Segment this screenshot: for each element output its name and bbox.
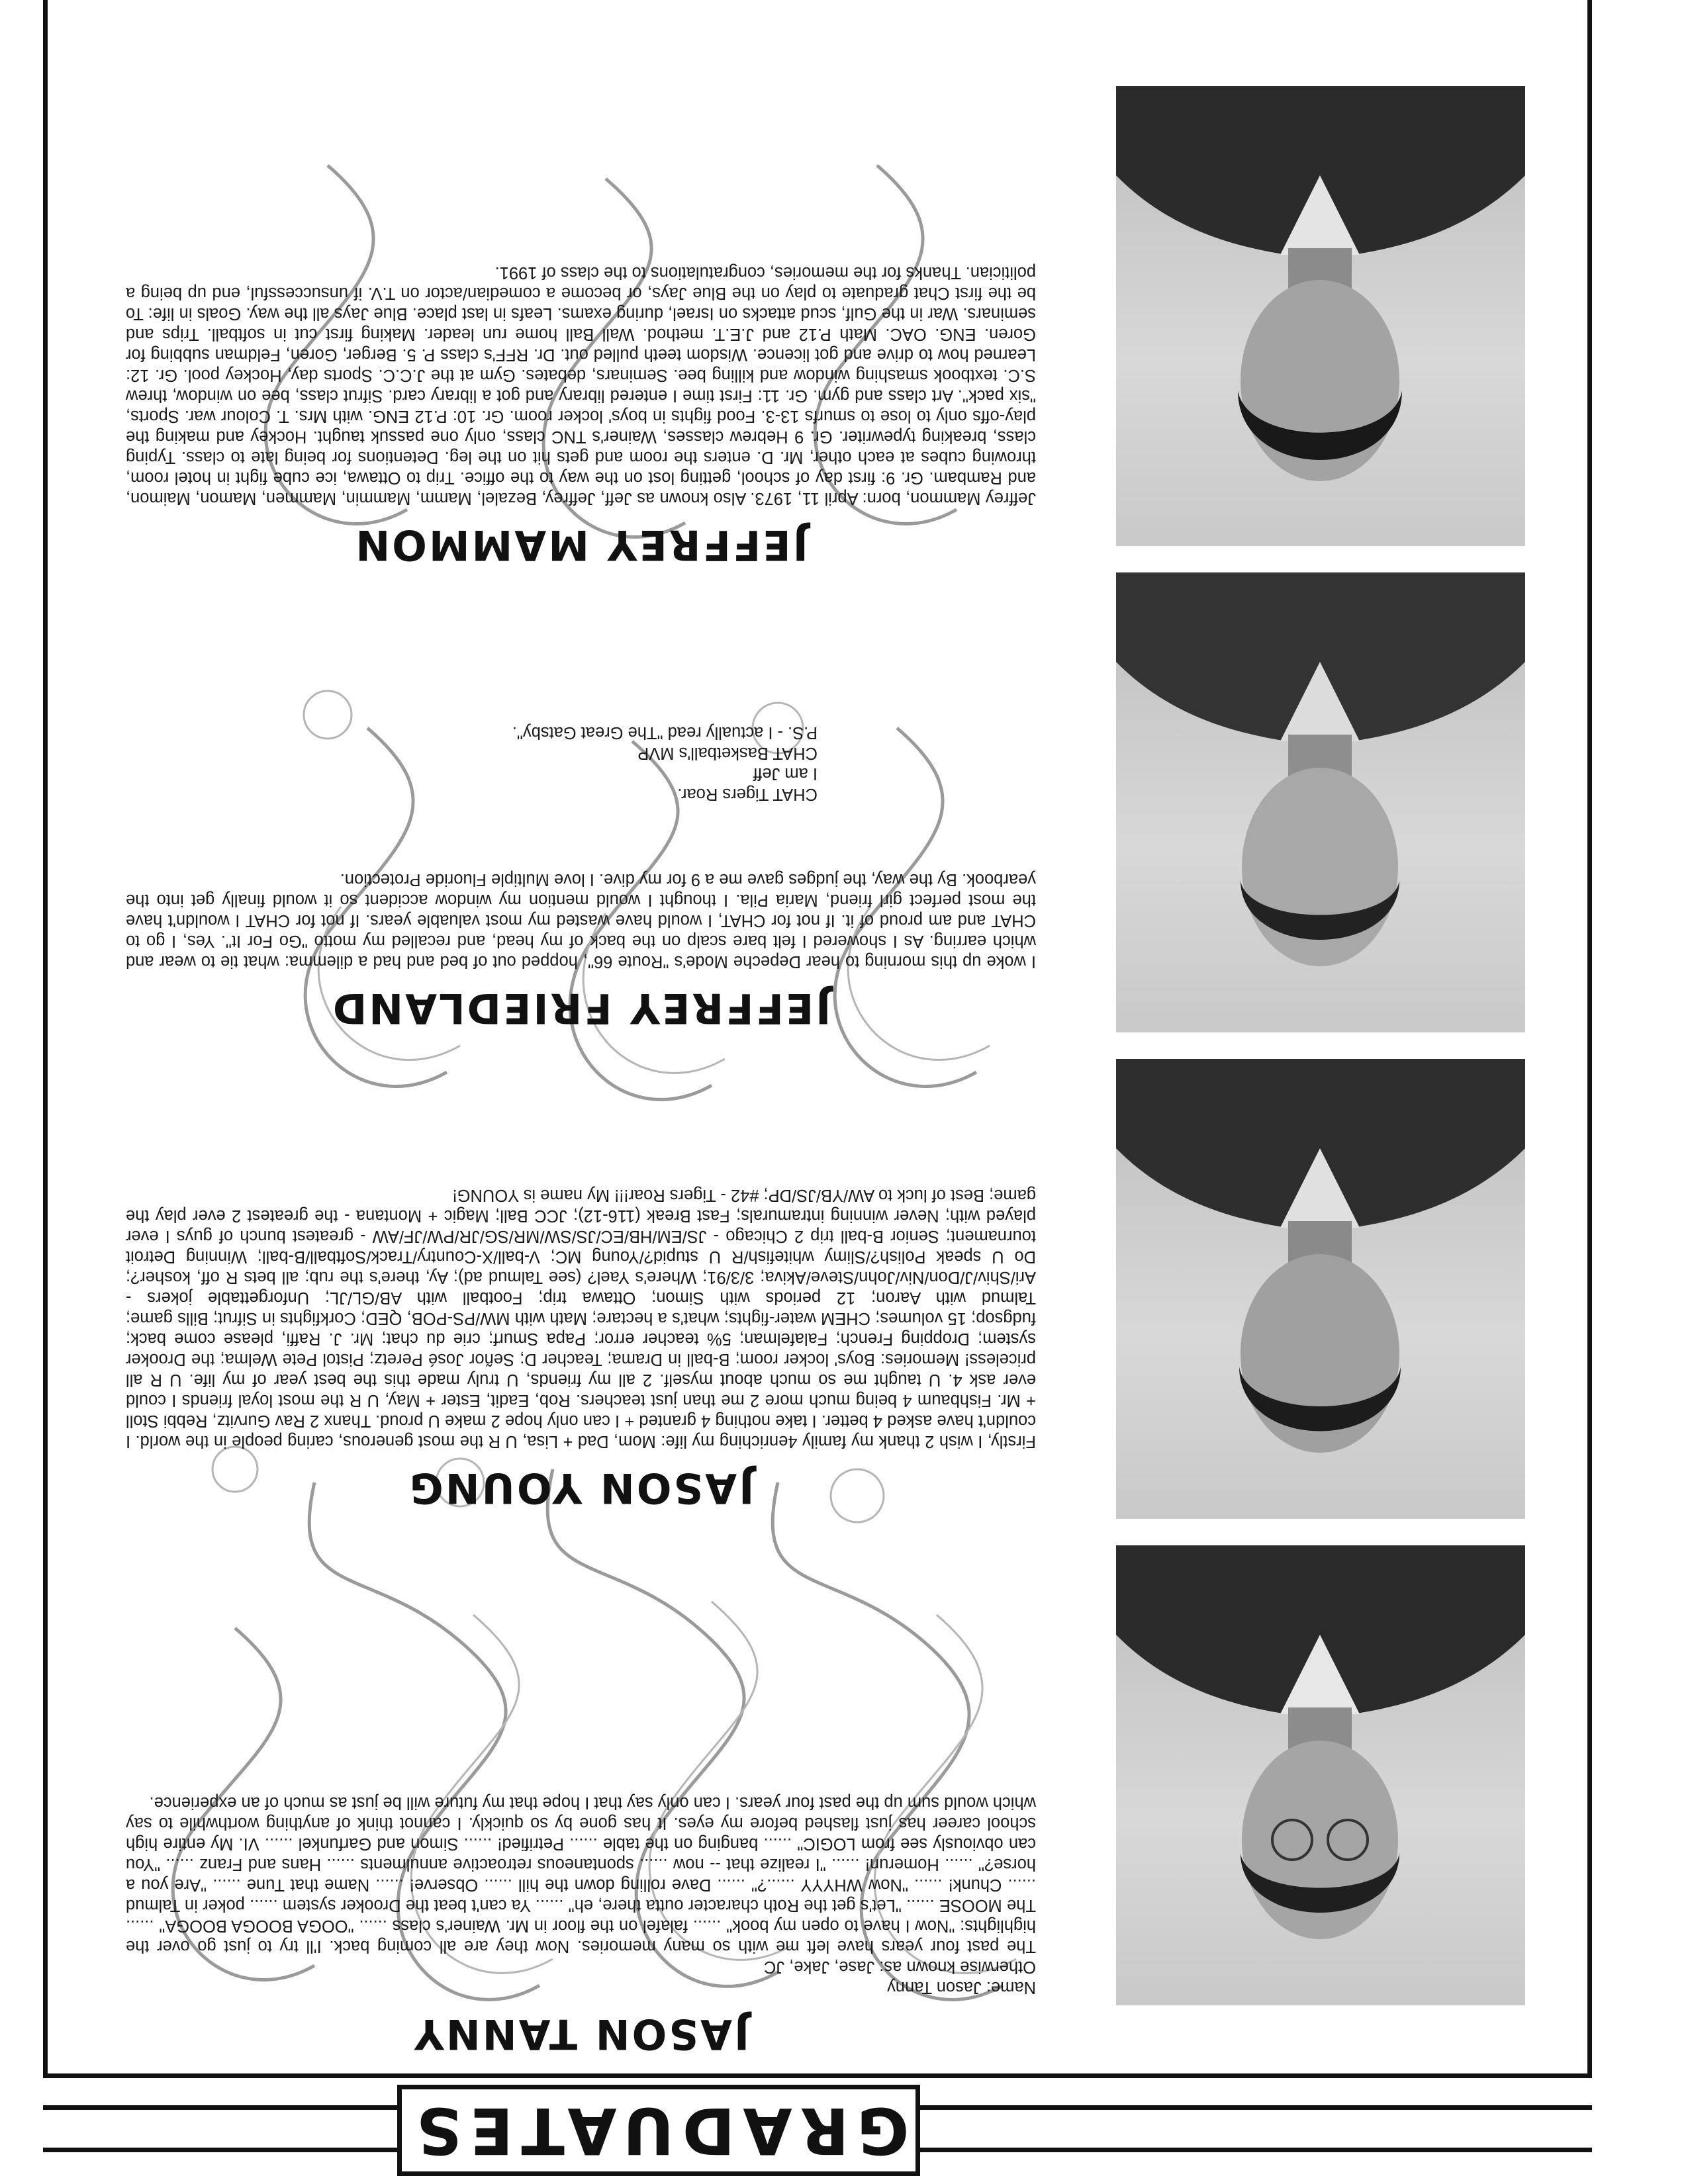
signature-line: P.S. - I actually read "The Great Gatsby". bbox=[512, 723, 818, 742]
graduate-bio: I woke up this morning to hear Depeche Mode's "Route 66", hopped out of bed and had a dilemma: what tie to wear and which earring. As I showered I felt bare scalp on the back of my head, and recalled my motto "Go For It". Yes, I go to CHAT and am proud of it. If not for CHAT, I would have wasted my most valuable years. If not for CHAT I wouldn't have the most perfect girl friend, Maria Pila. I thought I would mention my window accident so it would finally get into the yearbook. By the way, the judges gave me a 9 for my dive. I love Multiple Fluoride Protection. bbox=[126, 870, 1036, 971]
portrait-photo-icon bbox=[1116, 1545, 1525, 2005]
graduate-name: JEFFREY MAMMON bbox=[353, 521, 808, 569]
graduate-name: JEFFREY FRIEDLAND bbox=[330, 984, 831, 1032]
portrait-photo-icon bbox=[1116, 1059, 1525, 1519]
graduate-bio: Jeffrey Mammon, born: April 11, 1973. Also known as Jeff, Jeffrey, Bezalel, Mamm, Mammin, Mammen, Mamon, Maimon, and Rambam. Gr. 9: first day of school, getting lost on the way to the office. Trip to Ottawa, ice cube fight in hotel room, throwing cubes at each other, Mr. D. enters the room and gets hit on the leg. Detentions for being late to class. Typing class, breaking typewriter. Gr. 9 Hebrew classes, Wainer's TNC class, only one passuk taught. Hockey and making the play-offs only to lose to smurfs 13-3. Food fights in boys' locker room. Gr. 10: P.12 ENG. with Mrs. T. Colour war. Sports, "six pack". Art class and gym. Gr. 11: First time I entered library and got a library card. Sifrut class, bee on window, threw S.C. textbook smashing window and killing bee. Seminars, debates. Gym at the J.C.C. Sports day, Hockey pool. Gr. 12: Learned how to drive and got licence. Wisdom teeth pulled out. Dr. RFF's class P. 5. Berger, Goren, Feldman subbing for Goren. ENG. OAC. Math P.12 and J.E.T. method. Wall Ball home run leader. Making first cut in softball. Trips and seminars. War in the Gulf, scud attacks on Israel, during exams. Leafs in last place. Blue Jays all the way. Goals in life: To be the first Chat graduate to play on the Blue Jays, or become a comedian/actor on T.V. if unsuccessful, end up being a politician. Thanks for the memories, congratulations to the class of 1991. bbox=[126, 263, 1036, 508]
graduate-photo-1 bbox=[1116, 1545, 1525, 2005]
page-title: GRADUATES bbox=[408, 2093, 910, 2167]
graduate-photo-4 bbox=[1116, 86, 1525, 546]
graduate-bio: Firstly, I wish 2 thank my family 4enriching my life: Mom, Dad + Lisa, U R the most generous, caring people in the world. I couldn't have asked 4 better. I take nothing 4 granted + I can only hope 2 make U proud. Thanx 2 Rav Gurvitz, Rebbi Stoll + Mr. Fishbaum 4 being much more 2 me than just teachers. Rob, Eadit, Ester + May, U R the most loyal friends I could ever ask 4. U taught me so much about myself. 2 all my friends, U truly made this the best year of my life. U R all priceless! Memories: Boys' locker room; B-ball in Drama; Teacher D; Señor José Peretz; Pistol Pete Welma; the Drooker system; Dropping French; Falafelman; 5% teacher error; Papa Smurf; crie du chat; Mr. J. Raffi, please come back; fudgsop; 15 volumes; CHEM water-fights; what's a hectare; Math with MW/PS-POB, QED; Corkfights in Sifrut; Bills game; Talmud with Aaron; 12 periods with Simon; Ottawa trip; Football with AB/GL/JL; Unforgettable jokers - Ari/Shiv/J/Don/Niv/John/Steve/Akiva; 3/3/91; Where's Yael? (see Talmud ad); Ay, there's the rub; all bets R off, kosher?; Do U speak Polish?/Slimy whitefish/R U stupid?/Young MC; V-ball/X-Country/Track/Softball/B-ball; Winning Detroit tournament; Senior B-ball trip 2 Chicago - JS/EM/HB/EC/JS/SW/MR/SG/JR/PW/JF/AW - greatest bunch of guys I ever played with; Never winning intramurals; Fast Break (116-12); JCC Ball; Magic + Montana - the greatest 2 ever play the game; Best of luck to AW/YB/JS/DP; #42 - Tigers Roar!!! My name is YOUNG! bbox=[126, 1186, 1036, 1451]
graduate-photo-2 bbox=[1116, 1059, 1525, 1519]
graduate-name: JASON YOUNG bbox=[407, 1464, 755, 1512]
graduate-entry bbox=[126, 609, 1036, 1032]
graduate-entry bbox=[126, 1042, 1036, 1512]
signature-block bbox=[354, 722, 818, 804]
signature-line: CHAT Basketball's MVP bbox=[637, 744, 818, 762]
signature-line: I am Jeff bbox=[753, 764, 818, 783]
portrait-photo-icon bbox=[1116, 86, 1525, 546]
graduate-bio: Name: Jason Tanny Otherwise known as: Jase, Jake, JC The past four years have left me with so many memories. Now they are all coming back. I'll try to just go over the highlights: "Now I have to open my book" ...... falafel on the floor in Mr. Wainer's class ...... "OOGA BOOGA BOOGA" ...... The MOOSE ...... "Let's get the Roth character outta there, eh" ...... Ya can't beat the Drooker system ...... poker in Talmud ...... Chunk! ...... "Now WHYYY ......?" ...... Dave rolling down the hill ...... Observe! ...... Name that Tune ...... "Are you a horse?" ...... Homerun! ...... "I realize that -- now ...... spontaneous retroactive annulments ...... Hans and Franz ...... "You can obviously see from LOGIC" ...... banging on the table ...... Petrified! ...... Simon and Garfunkel ...... VI. My entire high school career has just flashed before my eyes. It has gone by so quickly. I cannot think of anything worthwhile to say which would sum up the past four years. I can only say that I hope that my future will be just as much of an experience. bbox=[126, 1794, 1036, 1997]
graduate-entry bbox=[126, 53, 1036, 569]
signature-line: CHAT Tigers Roar. bbox=[677, 785, 818, 803]
graduate-photo-3 bbox=[1116, 572, 1525, 1032]
portrait-photo-icon bbox=[1116, 572, 1525, 1032]
header-banner bbox=[397, 2085, 920, 2176]
graduate-name: JASON TANNY bbox=[412, 2010, 750, 2058]
graduate-entry bbox=[126, 1575, 1036, 2058]
